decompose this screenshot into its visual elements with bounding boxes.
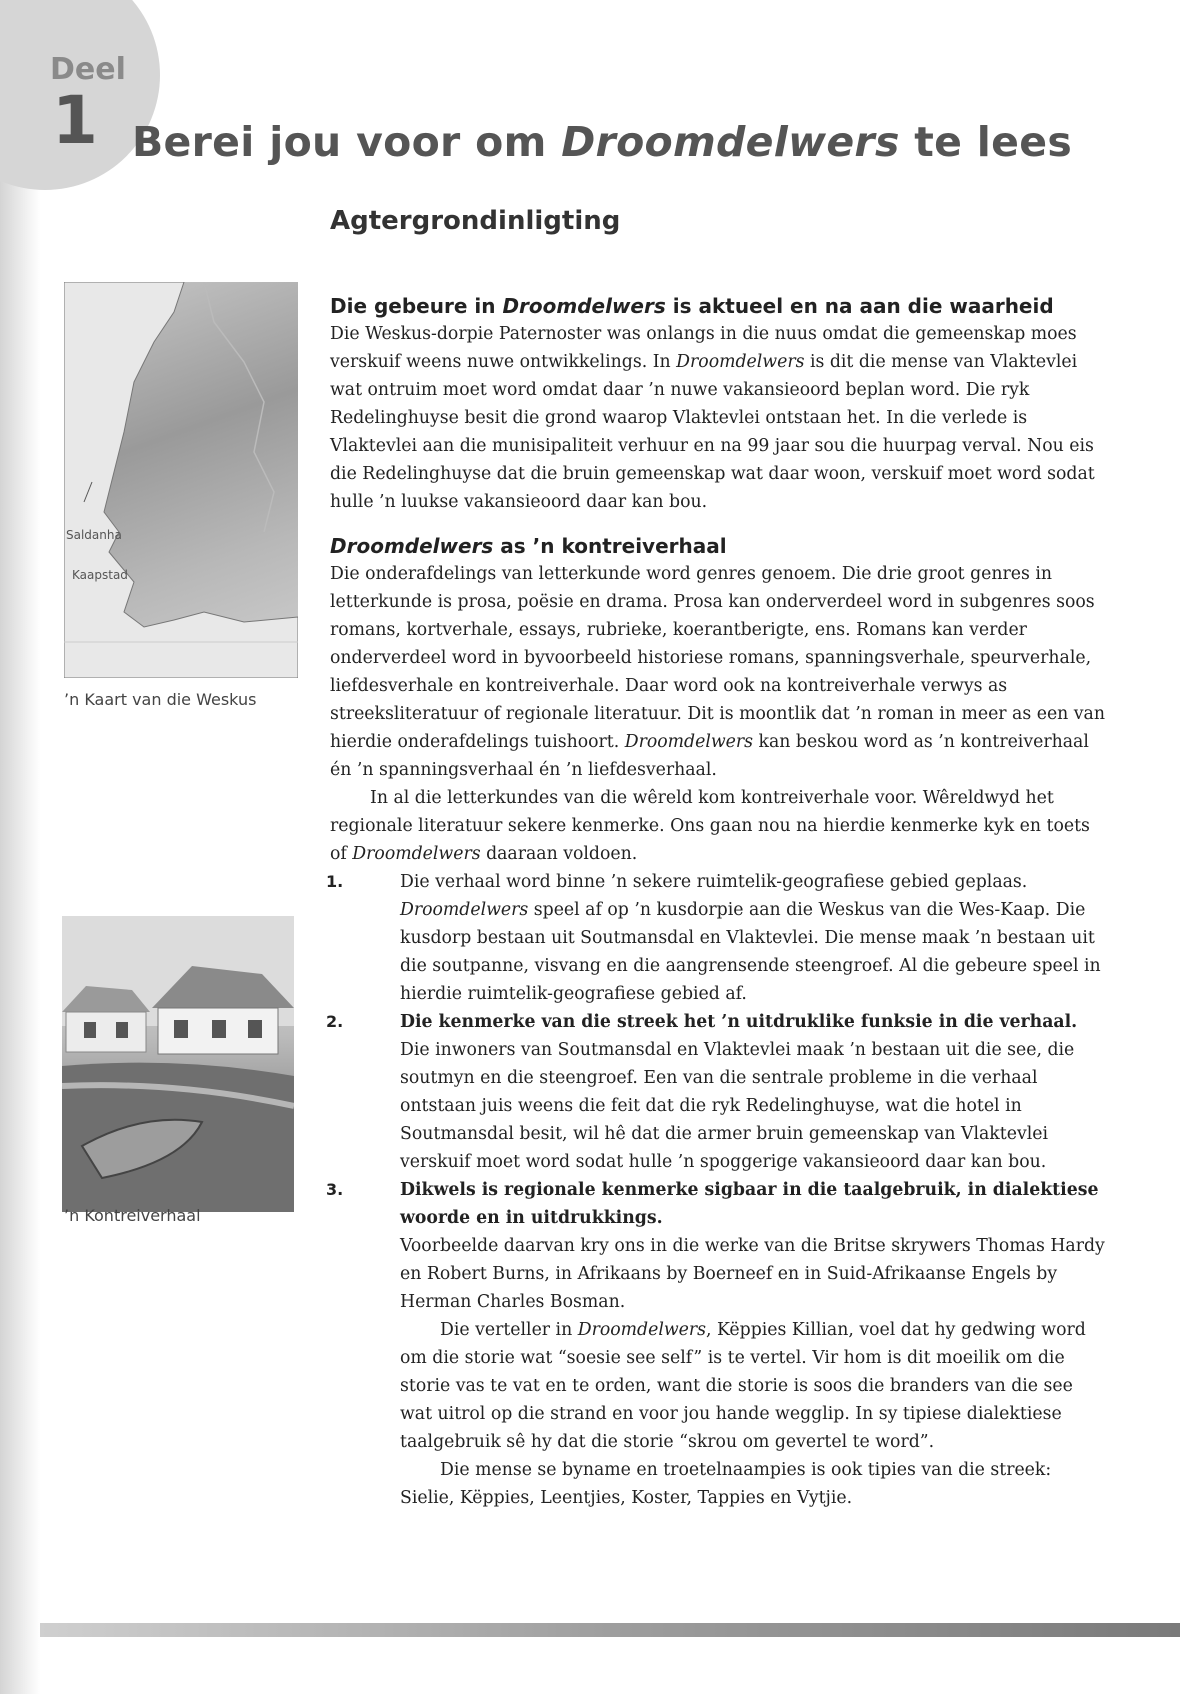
paragraph-book-name: Droomdelwers (676, 352, 805, 372)
paragraph-world-literature (330, 784, 1110, 868)
paragraph-text-end: is dit die mense van Vlaktevlei wat ontruim moet word omdat daar ’n nuwe vakansieoord beplan word. Die ryk Redelinghuyse besit die grond waarop Vlaktevlei ontstaan het. In die verlede is Vlaktevlei aan die munisipaliteit verhuur en na 99 jaar sou die huurpag verval. Nou eis die Redelinghuyse dat die bruin gemeenskap wat daar woon, verskuif moet word sodat hulle ’n luukse vakansieoord daar kan bou. (330, 352, 1095, 512)
list-item-paragraph-nicknames: Die mense se byname en troetelnaampies is ook tipies van die streek: Sielie, Këppies, Leentjies, Koster, Tappies en Vytjie. (400, 1460, 1052, 1508)
list-item-lead: Die kenmerke van die streek het ’n uitdruklike funksie in die verhaal. (400, 1012, 1078, 1032)
title-text-end: te lees (899, 118, 1073, 166)
paragraph-news (330, 320, 1110, 516)
paragraph-book-name: Droomdelwers (624, 732, 754, 752)
map-caption: ’n Kaart van die Weskus (64, 690, 257, 709)
photo-caption: ’n Kontreiverhaal (64, 1206, 201, 1225)
section-heading-kontreiverhaal (330, 532, 1110, 560)
scan-edge-shadow (0, 0, 40, 1694)
heading-book-name: Droomdelwers (502, 294, 666, 318)
part-label: Deel (50, 52, 126, 87)
village-drawing (62, 916, 294, 1212)
map-drawing (64, 282, 298, 678)
heading-text-end: is aktueel en na aan die waarheid (665, 294, 1054, 318)
list-item-number: 1. (326, 872, 344, 891)
list-item (326, 1176, 1110, 1512)
paragraph-genres (330, 560, 1110, 784)
section-heading-news (330, 292, 1110, 320)
paragraph-book-name: Droomdelwers (577, 1320, 706, 1340)
list-item (326, 868, 1110, 1008)
paragraph-text: Die onderafdelings van letterkunde word genres genoem. Die drie groot genres in letterkunde is prosa, poësie en drama. Prosa kan onderverdeel word in subgenres soos romans, kortverhale, essays, rubrieke, koerantberigte, ens. Romans kan verder onderverdeel word in byvoorbeeld historiese romans, spanningsverhale, speurverhale, liefdesverhale en kontreiverhale. Daar word ook na kontreiverhale verwys as streeksliteratuur of regionale literatuur. Dit is moontlik dat ’n roman in meer as een van hierdie onderafdelings tuishoort. (330, 564, 1105, 752)
list-item-lead: Dikwels is regionale kenmerke sigbaar in die taalgebruik, in dialektiese woorde en in uitdrukkings. (400, 1180, 1099, 1228)
section-title: Agtergrondinligting (330, 206, 621, 236)
paragraph-text: In al die letterkundes van die wêreld kom kontreiverhale voor. Wêreldwyd het regionale literatuur sekere kenmerke. Ons gaan nou na hierdie kenmerke kyk en toets of (330, 788, 1090, 864)
list-item-text: speel af op ’n kusdorpie aan die Weskus van die Wes-Kaap. Die kusdorp bestaan uit Soutmansdal en Vlaktevlei. Die mense maak ’n bestaan uit die soutpanne, visvang en die aangrensende steengroef. Al die gebeure speel in hierdie ruimtelik-geografiese gebied af. (400, 900, 1101, 1004)
paragraph-text-end: daaraan voldoen. (480, 844, 638, 864)
heading-text: Die gebeure in (330, 294, 503, 318)
bottom-bar (40, 1623, 1180, 1637)
list-item-text: Die inwoners van Soutmansdal en Vlaktevlei maak ’n bestaan uit die see, die soutmyn en die steengroef. Een van die sentrale probleme in die verhaal ontstaan juis weens die feit dat die ryk Redelinghuyse, wat die hotel in Soutmansdal besit, wil hê dat die armer bruin gemeenskap van Vlaktevlei verskuif moet word sodat hulle ’n spoggerige vakansieoord daar kan bou. (400, 1040, 1075, 1172)
characteristics-list (326, 868, 1110, 1512)
paragraph-text-end: , Këppies Killian, voel dat hy gedwing word om die storie wat “soesie see self” is te vertel. Vir hom is dit moeilik om die storie vas te vat en te orden, want die storie is soos die branders van die see wat uitrol op die strand en voor jou hande wegglip. In sy tipiese dialektiese taalgebruik sê hy dat die storie “skrou om gevertel te word”. (400, 1320, 1086, 1452)
fishing-village-image (62, 916, 294, 1212)
heading-text-end: as ’n kontreiverhaal (493, 534, 727, 558)
paragraph-book-name: Droomdelwers (352, 844, 481, 864)
map-label-kaapstad: Kaapstad (72, 568, 128, 582)
list-item-lead: Die verhaal word binne ’n sekere ruimtelik-geografiese gebied geplaas. (400, 872, 1028, 892)
list-item-book-name: Droomdelwers (400, 900, 529, 920)
paragraph-text-end: kan beskou word as ’n kontreiverhaal én ’n spanningsverhaal én ’n liefdesverhaal. (330, 732, 1089, 780)
list-item-number: 3. (326, 1180, 344, 1199)
list-item (326, 1008, 1110, 1176)
paragraph-text: Die verteller in (440, 1320, 578, 1340)
title-text: Berei jou voor om (132, 118, 562, 166)
part-number: 1 (52, 82, 98, 159)
list-item-text: Voorbeelde daarvan kry ons in die werke van die Britse skrywers Thomas Hardy en Robert Burns, in Afrikaans by Boerneef en in Suid-Afrikaanse Engels by Herman Charles Bosman. (400, 1236, 1105, 1312)
list-item-paragraph-narrator (400, 1316, 1110, 1456)
main-text-column (326, 292, 1110, 1512)
west-coast-map-image (64, 282, 298, 678)
paragraph-text: Die Weskus-dorpie Paternoster was onlangs in die nuus omdat die gemeenskap moes verskuif weens nuwe ontwikkelings. In (330, 324, 1077, 372)
page-title (132, 118, 1072, 166)
list-item-number: 2. (326, 1012, 344, 1031)
title-book-name: Droomdelwers (561, 118, 900, 166)
map-label-saldanha: Saldanha (66, 528, 122, 542)
heading-book-name: Droomdelwers (330, 534, 494, 558)
